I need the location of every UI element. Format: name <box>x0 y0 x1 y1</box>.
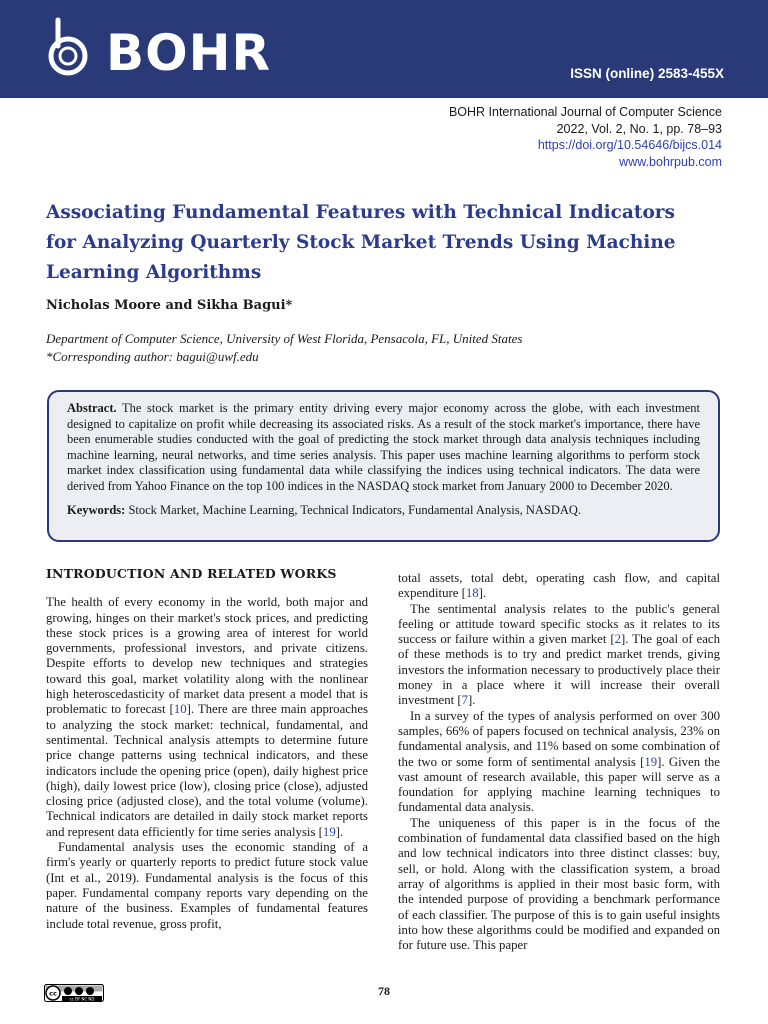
keywords-label: Keywords: <box>67 502 126 517</box>
citation-link[interactable]: 18 <box>465 586 479 601</box>
abstract-label: Abstract. <box>67 401 117 415</box>
citation-link[interactable]: 19 <box>644 754 658 769</box>
citation-link[interactable]: 19 <box>322 824 336 839</box>
keywords-line <box>67 503 700 519</box>
author-affiliation <box>46 330 522 366</box>
body-paragraph <box>398 709 720 816</box>
paragraph-text: ]. <box>468 693 476 708</box>
body-paragraph <box>398 571 720 602</box>
citation-link[interactable]: 7 <box>461 693 469 708</box>
corresponding-author: *Corresponding author: bagui@uwf.edu <box>46 349 259 364</box>
body-paragraph: Fundamental analysis uses the economic standing of a firm's yearly or quarterly reports to predict future stock value (Int et al., 2019). Fundamental analysis is the focus of this paper. Fundamental company reports vary depending on the nature of the business. Examples of fundamental features include total revenue, gross profit, <box>46 840 368 931</box>
citation-link[interactable]: 2 <box>614 632 621 647</box>
license-label: cc BY NC ND <box>69 996 95 1002</box>
keywords-text: Stock Market, Machine Learning, Technical Indicators, Fundamental Analysis, NASDAQ. <box>125 502 582 517</box>
doi-link[interactable]: https://doi.org/10.54646/bijcs.014 <box>537 138 722 152</box>
abstract-paragraph <box>67 401 700 495</box>
journal-volume: 2022, Vol. 2, No. 1, pp. 78–93 <box>556 121 722 136</box>
issn-label: ISSN (online) 2583-455X <box>570 66 724 81</box>
paragraph-text: The health of every economy in the world, both major and growing, hinges on their market's stock prices, and predicting these stock prices is a growing area of interest for world governments, professional investors, and private citizens. Despite efforts to develop new techniques and strategies toward this goal, market volatility along with the nonlinear high heteroscedasticity of market data present a model that is problematic to forecast [ <box>46 595 368 717</box>
body-paragraph <box>398 602 720 709</box>
journal-header-bar <box>0 0 768 98</box>
right-column <box>398 571 720 953</box>
publisher-site-link[interactable]: www.bohrpub.com <box>619 154 722 169</box>
affiliation-text: Department of Computer Science, University of West Florida, Pensacola, FL, United States <box>46 331 523 346</box>
bohr-logo-icon <box>44 16 100 82</box>
brand-name: BOHR <box>106 24 271 82</box>
abstract-box <box>47 390 720 542</box>
paragraph-text: ]. <box>478 586 487 601</box>
author-list: Nicholas Moore and Sikha Bagui* <box>46 298 293 313</box>
paper-title: Associating Fundamental Features with Technical Indicators for Analyzing Quarterly Stock Market Trends Using Machine Learning Algorithms <box>46 202 676 283</box>
cc-license-badge[interactable] <box>44 984 104 1006</box>
paragraph-text: total assets, total debt, operating cash flow, and capital expenditure [ <box>398 571 720 601</box>
section-heading: INTRODUCTION AND RELATED WORKS <box>46 566 337 581</box>
paragraph-text: The sentimental analysis relates to the public's general feeling or attitude toward specific stocks as it relates to its success or failure within a given market [ <box>398 601 720 647</box>
svg-text:cc: cc <box>49 989 57 998</box>
paragraph-text: ]. <box>335 824 344 839</box>
abstract-text: The stock market is the primary entity driving every major economy across the globe, with each investment designed to capitalize on profit while decreasing its associated risks. As a result of the stock market's importance, there have been enumerable studies conducted with the goal of predicting the stock market through data analysis techniques including machine learning, neural networks, and time series analysis. This paper uses machine learning algorithms to perform stock market index classification using fundamental data while classifying the indices using technical indicators. The data were derived from Yahoo Finance on the top 100 indices in the NASDAQ stock market from January 2000 to December 2020. <box>67 401 700 493</box>
paragraph-text: ]. Given the vast amount of research available, this paper will serve as a foundation for applying machine learning techniques to fundamental data analysis. <box>398 754 720 815</box>
citation-link[interactable]: 10 <box>173 702 187 717</box>
page-number: 78 <box>378 984 390 998</box>
paragraph-text: ]. There are three main approaches to analyzing the stock market: technical, fundamental, and sentimental. Technical analysis attempts to determine future price change patterns using technical indicators, and these indicators include the opening price (open), daily highest price (high), daily lowest price (low), closing price (close), adjusted closing price (adjusted close), and the total volume (volume). Technical indicators are detailed in daily stock market reports and represent data efficiently for time series analysis [ <box>46 702 368 839</box>
journal-name: BOHR International Journal of Computer Science <box>448 105 722 119</box>
journal-info <box>449 104 722 170</box>
body-paragraph: The uniqueness of this paper is in the focus of the combination of fundamental data classified based on the high and low technical indicators into three distinct classes: buy, sell, or hold. Along with the classification system, a broad array of algorithms is applied in their most basic form, with the intended purpose of providing a benchmark performance of each classifier. The purpose of this is to gain useful insights into how these algorithms could be modified and expanded on for future use. This paper <box>398 815 720 953</box>
paragraph-text: In a survey of the types of analysis performed on over 300 samples, 66% of papers focused on technical analysis, 23% on fundamental analysis, and 11% based on some combination of the two or some form of sentimental analysis [ <box>398 708 720 769</box>
paragraph-text: ]. The goal of each of these methods is to try and predict market trends, giving investors the information necessary to productively place their money in a place where it will increase their overall investment [ <box>398 632 720 708</box>
left-column <box>46 566 368 932</box>
creative-commons-icon <box>44 984 104 1002</box>
body-paragraph <box>46 595 368 840</box>
